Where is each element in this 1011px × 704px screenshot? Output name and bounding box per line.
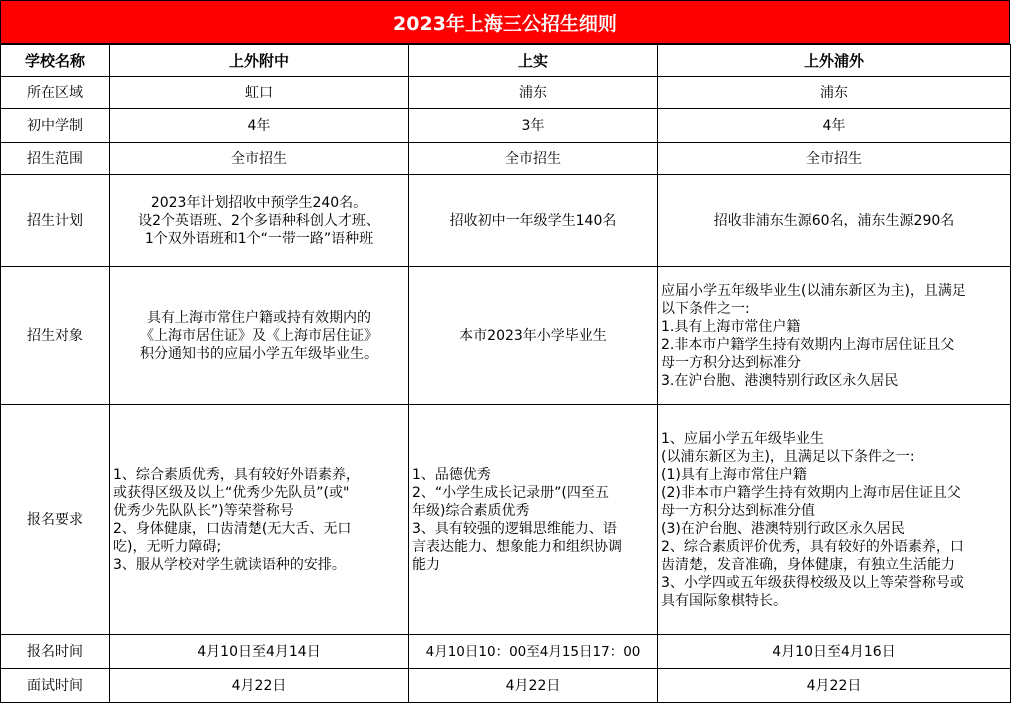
table-cell: 1、品德优秀 2、“小学生成长记录册”(四至五 年级)综合素质优秀 3、具有较强的逻辑思维能力、语 言表达能力、想象能力和组织协调 能力 xyxy=(409,405,658,635)
row-label: 报名要求 xyxy=(1,405,110,635)
table-cell: 全市招生 xyxy=(409,143,658,175)
admission-table xyxy=(0,44,1011,703)
row-label: 所在区域 xyxy=(1,77,110,109)
table-row xyxy=(1,267,1011,405)
header-school-name: 学校名称 xyxy=(1,45,110,77)
table-cell: 本市2023年小学毕业生 xyxy=(409,267,658,405)
table-cell: 虹口 xyxy=(110,77,409,109)
table-cell: 招收非浦东生源60名，浦东生源290名 xyxy=(658,175,1011,267)
table-cell: 招收初中一年级学生140名 xyxy=(409,175,658,267)
table-cell: 4年 xyxy=(110,109,409,143)
header-shangwai-puwai: 上外浦外 xyxy=(658,45,1011,77)
table-cell: 3年 xyxy=(409,109,658,143)
table-cell: 4月22日 xyxy=(409,669,658,703)
row-label: 初中学制 xyxy=(1,109,110,143)
table-row xyxy=(1,175,1011,267)
header-row xyxy=(1,45,1011,77)
table-cell: 4月22日 xyxy=(110,669,409,703)
table-row xyxy=(1,143,1011,175)
row-label: 招生计划 xyxy=(1,175,110,267)
row-label: 招生对象 xyxy=(1,267,110,405)
table-cell: 4月22日 xyxy=(658,669,1011,703)
table-cell: 4月10日至4月14日 xyxy=(110,635,409,669)
table-cell: 4月10日10：00至4月15日17：00 xyxy=(409,635,658,669)
row-label: 报名时间 xyxy=(1,635,110,669)
table-title: 2023年上海三公招生细则 xyxy=(0,0,1010,44)
table-row xyxy=(1,669,1011,703)
header-shangwai-fuzhong: 上外附中 xyxy=(110,45,409,77)
table-cell: 4年 xyxy=(658,109,1011,143)
row-label: 面试时间 xyxy=(1,669,110,703)
table-cell: 浦东 xyxy=(409,77,658,109)
table-cell: 浦东 xyxy=(658,77,1011,109)
table-cell: 2023年计划招收中预学生240名。 设2个英语班、2个多语种科创人才班、 1个双外语班和1个“一带一路”语种班 xyxy=(110,175,409,267)
table-row xyxy=(1,405,1011,635)
table-cell: 应届小学五年级毕业生(以浦东新区为主)，且满足 以下条件之一: 1.具有上海市常住户籍 2.非本市户籍学生持有效期内上海市居住证且父 母一方积分达到标准分 3.在沪台胞、港澳特别行政区永久居民 xyxy=(658,267,1011,405)
table-cell: 全市招生 xyxy=(658,143,1011,175)
table-row xyxy=(1,109,1011,143)
table-row xyxy=(1,635,1011,669)
table-cell: 1、综合素质优秀，具有较好外语素养， 或获得区级及以上“优秀少先队员”(或" 优秀少先队队长”)等荣誉称号 2、身体健康，口齿清楚(无大舌、无口 吃)，无听力障碍; 3、服从学校对学生就读语种的安排。 xyxy=(110,405,409,635)
table-cell: 具有上海市常住户籍或持有效期内的 《上海市居住证》及《上海市居住证》 积分通知书的应届小学五年级毕业生。 xyxy=(110,267,409,405)
header-shangshi: 上实 xyxy=(409,45,658,77)
table-row xyxy=(1,77,1011,109)
table-cell: 1、应届小学五年级毕业生 (以浦东新区为主)，且满足以下条件之一: (1)具有上海市常住户籍 (2)非本市户籍学生持有效期内上海市居住证且父 母一方积分达到标准分值 (3)在沪台胞、港澳特别行政区永久居民 2、综合素质评价优秀，具有较好的外语素养，口 齿清楚，发音准确，身体健康，有独立生活能力 3、小学四或五年级获得校级及以上等荣誉称号或 具有国际象棋特长。 xyxy=(658,405,1011,635)
row-label: 招生范围 xyxy=(1,143,110,175)
table-cell: 全市招生 xyxy=(110,143,409,175)
table-cell: 4月10日至4月16日 xyxy=(658,635,1011,669)
